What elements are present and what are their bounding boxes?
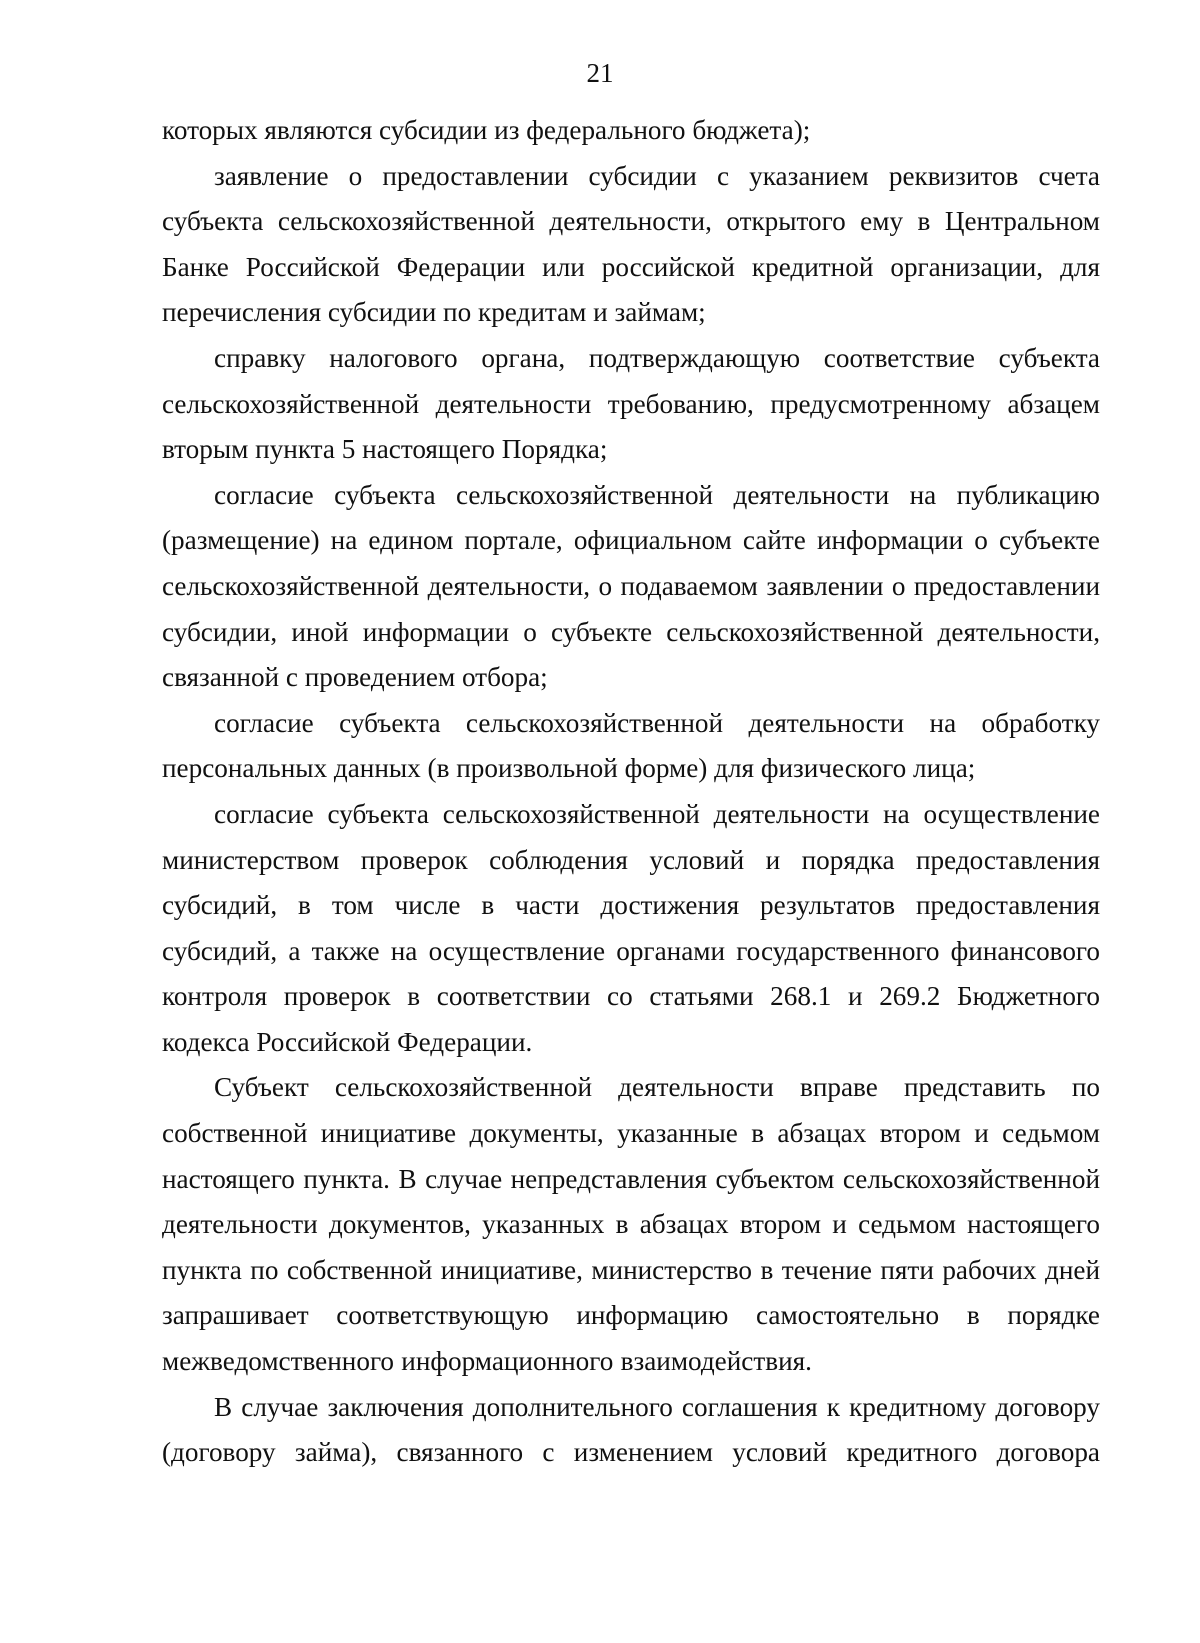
page-number: 21	[586, 58, 614, 88]
paragraph-personal-data-consent: согласие субъекта сельскохозяйственной деятельности на обработку персональных данных (в произвольной форме) для физического лица;	[162, 707, 1100, 784]
paragraph-tax-certificate: справку налогового органа, подтверждающую соответствие субъекта сельскохозяйственной деятельности требованию, предусмотренному абзацем вторым пункта 5 настоящего Порядка;	[162, 342, 1100, 465]
paragraph-inspection-consent: согласие субъекта сельскохозяйственной деятельности на осуществление министерством проверок соблюдения условий и порядка предоставления субсидий, в том числе в части достижения результатов предоставления субсидий, а также на осуществление органами государственного финансового контроля проверок в соответствии со статьями 268.1 и 269.2 Бюджетного кодекса Российской Федерации.	[162, 798, 1100, 1057]
paragraph-own-initiative: Субъект сельскохозяйственной деятельности вправе представить по собственной инициативе документы, указанные в абзацах втором и седьмом настоящего пункта. В случае непредставления субъектом сельскохозяйственной деятельности документов, указанных в абзацах втором и седьмом настоящего пункта по собственной инициативе, министерство в течение пяти рабочих дней запрашивает соответствующую информацию самостоятельно в порядке межведомственного информационного взаимодействия.	[162, 1072, 1100, 1377]
paragraph-continuation: которых являются субсидии из федерального бюджета);	[162, 115, 811, 145]
paragraph-application-statement: заявление о предоставлении субсидии с указанием реквизитов счета субъекта сельскохозяйственной деятельности, открытого ему в Центральном Банке Российской Федерации или российской кредитной организации, для перечисления субсидии по кредитам и займам;	[162, 160, 1100, 328]
paragraph-publication-consent: согласие субъекта сельскохозяйственной деятельности на публикацию (размещение) на едином портале, официальном сайте информации о субъекте сельскохозяйственной деятельности, о подаваемом заявлении о предоставлении субсидии, иной информации о субъекте сельскохозяйственной деятельности, связанной с проведением отбора;	[162, 479, 1100, 693]
paragraph-additional-agreement: В случае заключения дополнительного соглашения к кредитному договору (договору займа), связанного с изменением условий кредитного договора	[162, 1391, 1100, 1468]
document-body	[162, 108, 1100, 1476]
